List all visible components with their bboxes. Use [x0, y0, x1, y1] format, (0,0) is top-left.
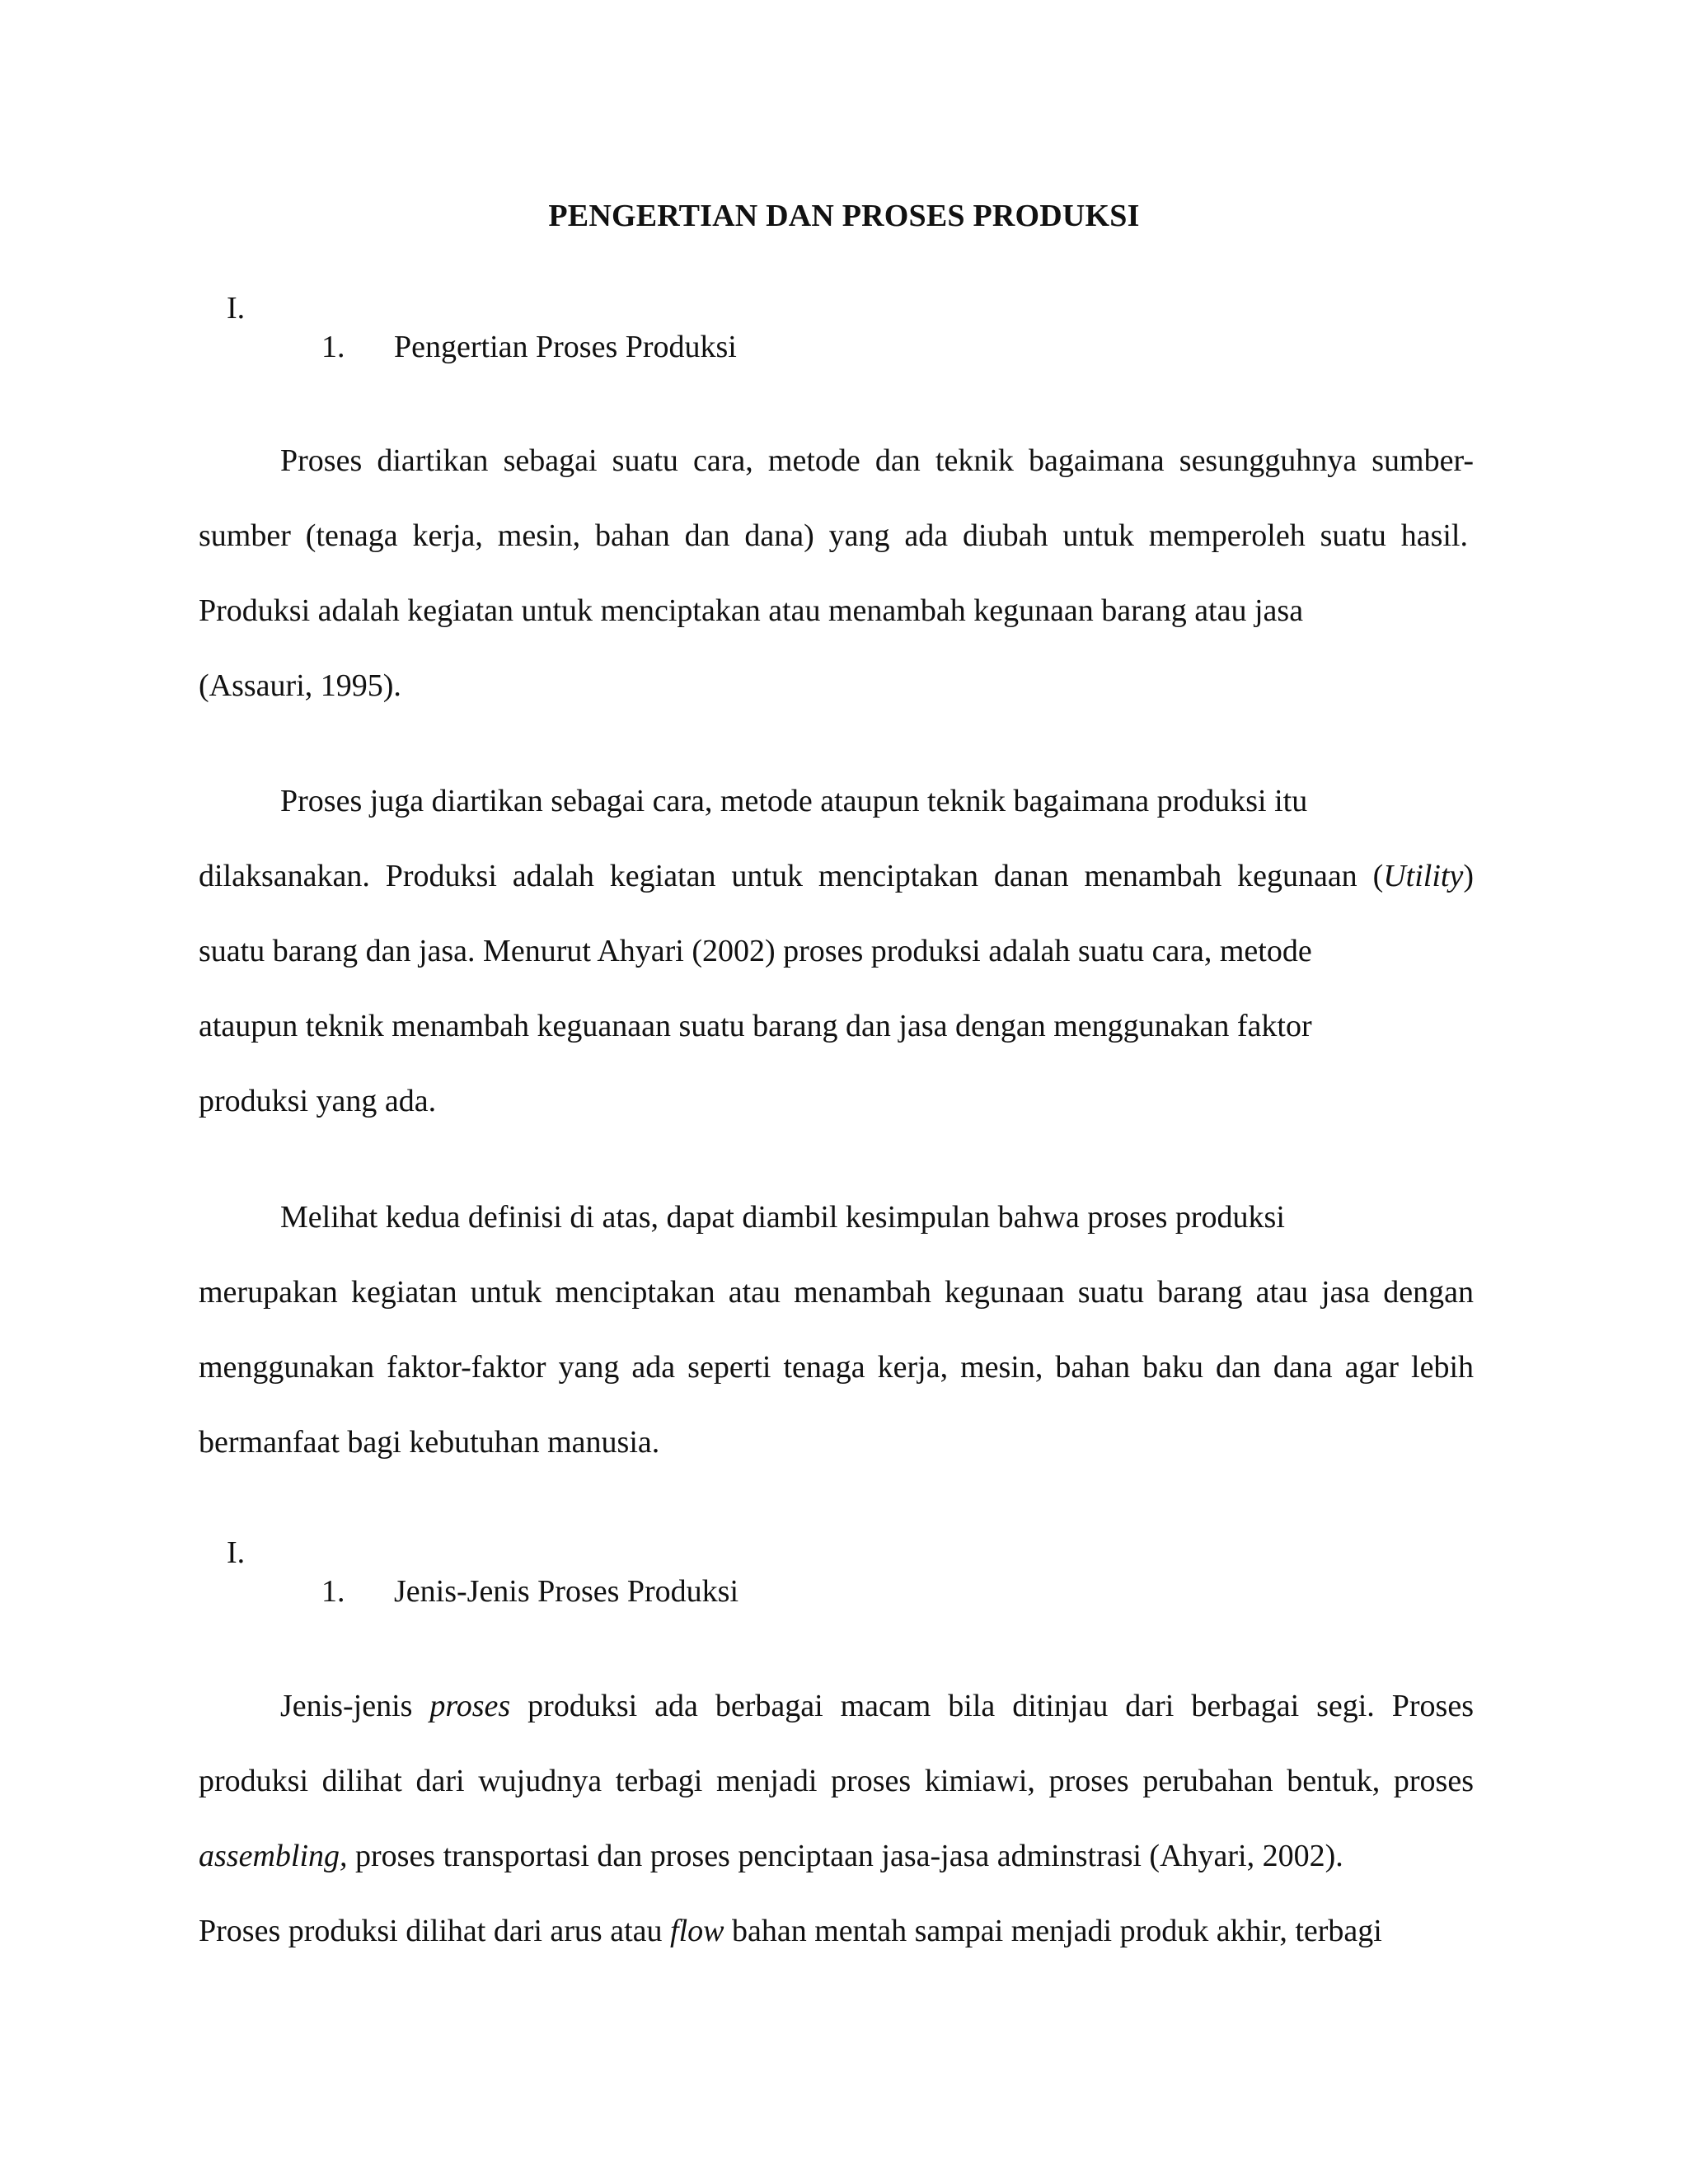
paragraph-line: ataupun teknik menambah keguanaan suatu barang dan jasa dengan menggunakan faktor	[199, 1009, 1312, 1043]
paragraph-line: produksi dilihat dari wujudnya terbagi menjadi proses kimiawi, proses perubahan bentuk, proses	[199, 1764, 1474, 1798]
section-heading-text: Pengertian Proses Produksi	[394, 330, 737, 364]
paragraph-line	[280, 1686, 1474, 1726]
paragraph-line: menggunakan faktor-faktor yang ada seperti tenaga kerja, mesin, bahan baku dan dana agar lebih	[199, 1350, 1474, 1385]
paragraph-line: suatu barang dan jasa. Menurut Ahyari (2002) proses produksi adalah suatu cara, metode	[199, 934, 1312, 968]
paragraph-line	[199, 1911, 1382, 1951]
paragraph-line: Proses juga diartikan sebagai cara, metode ataupun teknik bagaimana produksi itu	[280, 784, 1308, 818]
paragraph-line: Melihat kedua definisi di atas, dapat diambil kesimpulan bahwa proses produksi	[280, 1200, 1285, 1235]
section-roman-numeral: I.	[227, 1535, 246, 1570]
italic-term: proses	[429, 1689, 511, 1723]
text-run: )	[1463, 859, 1474, 893]
text-run: dilaksanakan. Produksi adalah kegiatan untuk menciptakan danan menambah kegunaan (	[199, 859, 1384, 893]
paragraph-line: Proses diartikan sebagai suatu cara, metode dan teknik bagaimana sesungguhnya sumber-	[280, 443, 1474, 478]
text-run: bahan mentah sampai menjadi produk akhir, terbagi	[724, 1914, 1382, 1948]
text-run: produksi ada berbagai macam bila ditinjau dari berbagai segi. Proses	[510, 1689, 1474, 1723]
paragraph-line	[199, 856, 1474, 896]
text-run: Proses produksi dilihat dari arus atau	[199, 1914, 671, 1948]
section-heading-text: Jenis-Jenis Proses Produksi	[394, 1574, 739, 1609]
paragraph-line: merupakan kegiatan untuk menciptakan atau menambah kegunaan suatu barang atau jasa dengan	[199, 1275, 1474, 1310]
italic-term: assembling,	[199, 1839, 348, 1873]
paragraph-line: bermanfaat bagi kebutuhan manusia.	[199, 1425, 660, 1460]
section-heading	[321, 327, 737, 367]
paragraph-line: sumber (tenaga kerja, mesin, bahan dan dana) yang ada diubah untuk memperoleh suatu hasil.	[199, 518, 1468, 553]
document-title: PENGERTIAN DAN PROSES PRODUKSI	[548, 199, 1140, 233]
paragraph-line: Produksi adalah kegiatan untuk menciptakan atau menambah kegunaan barang atau jasa	[199, 593, 1304, 628]
paragraph-line	[199, 1836, 1343, 1876]
text-run: proses transportasi dan proses penciptaan jasa-jasa adminstrasi (Ahyari, 2002).	[347, 1839, 1343, 1873]
section-number: 1.	[321, 1574, 345, 1609]
section-roman-numeral: I.	[227, 291, 246, 326]
section-heading	[321, 1572, 738, 1611]
italic-term: Utility	[1383, 859, 1464, 893]
paragraph-line: (Assauri, 1995).	[199, 668, 401, 703]
text-run: Jenis-jenis	[280, 1689, 430, 1723]
italic-term: flow	[670, 1914, 724, 1948]
paragraph-line: produksi yang ada.	[199, 1084, 437, 1118]
section-number: 1.	[321, 330, 345, 364]
